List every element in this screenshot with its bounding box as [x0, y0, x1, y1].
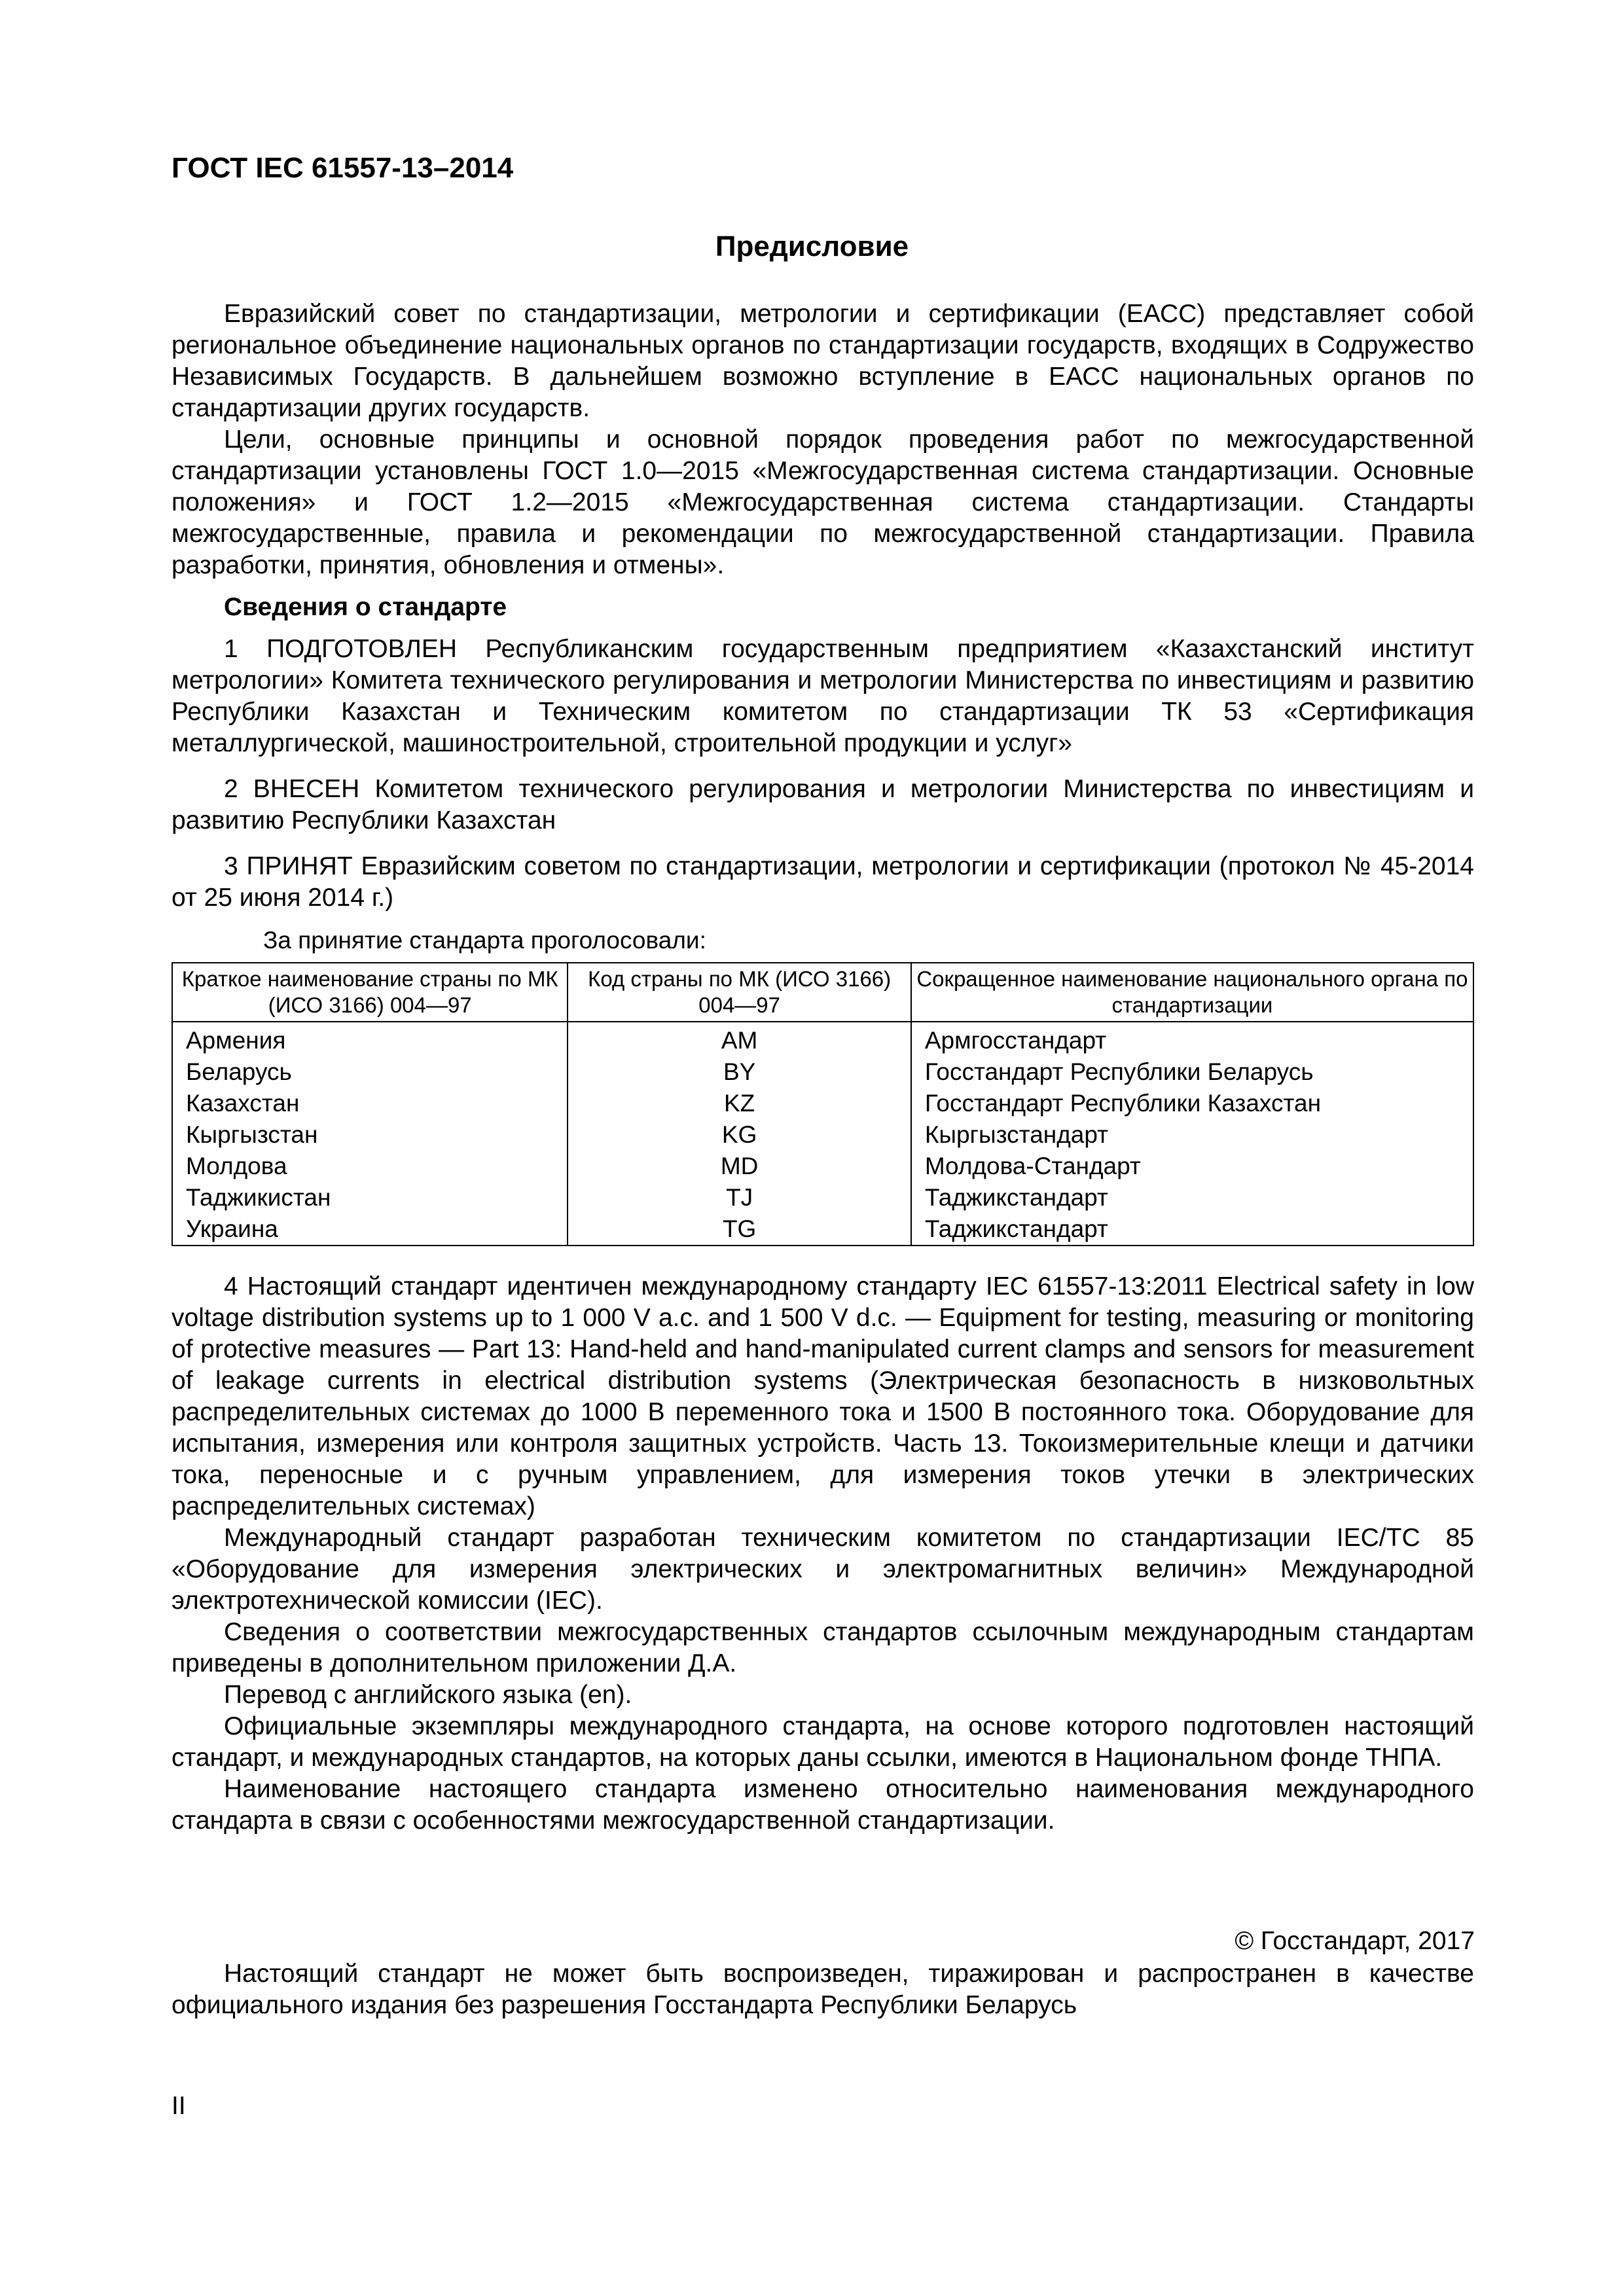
country-cell: Армения	[172, 1022, 568, 1056]
body-cell: Госстандарт Республики Казахстан	[911, 1088, 1473, 1119]
country-cell: Украина	[172, 1213, 568, 1246]
column-header-body: Сокращенное наименование национального органа по стандартизации	[911, 963, 1473, 1022]
body-cell: Таджикстандарт	[911, 1213, 1473, 1246]
country-cell: Кыргызстан	[172, 1119, 568, 1151]
country-cell: Таджикистан	[172, 1182, 568, 1213]
standard-info-heading: Сведения о стандарте	[224, 593, 507, 621]
standard-info-item-1: 1 ПОДГОТОВЛЕН Республиканским государственным предприятием «Казахстанский институт метрологии» Комитета технического регулирования и метрологии Министерства по инвестициям и развитию Республики Казахстан и Техническим комитетом по стандартизации ТК 53 «Сертификация металлургической, машиностроительной, строительной продукции и услуг»	[171, 635, 1474, 757]
paragraph: 4 Настоящий стандарт идентичен международному стандарту IEC 61557-13:2011 Electrical safety in low voltage distribution systems up to 1 000 V a.c. and 1 500 V d.c. — Equipment for testing, measuring or monitoring of protective measures — Part 13: Hand-held and hand-manipulated current clamps and sensors for measurement of leakage currents in electrical distribution systems (Электрическая безопасность в низковольтных распределительных системах до 1000 В переменного тока и 1500 В постоянного тока. Оборудование для испытания, измерения или контроля защитных устройств. Часть 13. Токоизмерительные клещи и датчики тока, переносные и с ручным управлением, для измерения токов утечки в электрических распределительных системах)	[171, 1272, 1474, 1520]
table-header-row	[172, 963, 1473, 1022]
country-cell: Беларусь	[172, 1056, 568, 1088]
intro-paragraph: Евразийский совет по стандартизации, метрологии и сертификации (ЕАСС) представляет собой региональное объединение национальных органов по стандартизации государств, входящих в Содружество Независимых Государств. В дальнейшем возможно вступление в ЕАСС национальных органов по стандартизации других государств.	[171, 300, 1474, 422]
column-header-code: Код страны по МК (ИСО 3166) 004—97	[568, 963, 911, 1022]
intro-section	[171, 298, 1474, 581]
table-row	[172, 1022, 1473, 1056]
standard-info-item-3: 3 ПРИНЯТ Евразийским советом по стандартизации, метрологии и сертификации (протокол № 45-2014 от 25 июня 2014 г.)	[171, 852, 1474, 912]
document-code: ГОСТ IEC 61557-13–2014	[171, 152, 514, 184]
page-title: Предисловие	[715, 230, 909, 262]
table-row	[172, 1213, 1473, 1246]
body-cell: Армгосстандарт	[911, 1022, 1473, 1056]
paragraph: Официальные экземпляры международного стандарта, на основе которого подготовлен настоящий стандарт, и международных стандартов, на которых даны ссылки, имеются в Национальном фонде ТНПА.	[171, 1712, 1474, 1772]
paragraph: Наименование настоящего стандарта изменено относительно наименования международного стандарта в связи с особенностями межгосударственной стандартизации.	[171, 1775, 1474, 1835]
page-number: II	[171, 2092, 186, 2120]
reproduction-notice: Настоящий стандарт не может быть воспроизведен, тиражирован и распространен в качестве официального издания без разрешения Госстандарта Республики Беларусь	[171, 1960, 1474, 2019]
table-row	[172, 1119, 1473, 1151]
table-row	[172, 1056, 1473, 1088]
body-cell: Таджикстандарт	[911, 1182, 1473, 1213]
country-cell: Молдова	[172, 1151, 568, 1182]
code-cell: MD	[568, 1151, 911, 1182]
item-4-section	[171, 1271, 1474, 1837]
copyright-line: © Госстандарт, 2017	[1235, 1927, 1475, 1955]
voting-caption: За принятие стандарта проголосовали:	[263, 927, 706, 954]
code-cell: BY	[568, 1056, 911, 1088]
intro-paragraph: Цели, основные принципы и основной порядок проведения работ по межгосударственной стандартизации установлены ГОСТ 1.0—2015 «Межгосударственная система стандартизации. Основные положения» и ГОСТ 1.2—2015 «Межгосударственная система стандартизации. Стандарты межгосударственные, правила и рекомендации по межгосударственной стандартизации. Правила разработки, принятия, обновления и отмены».	[171, 425, 1474, 579]
column-header-country: Краткое наименование страны по МК (ИСО 3166) 004—97	[172, 963, 568, 1022]
country-cell: Казахстан	[172, 1088, 568, 1119]
voting-table	[171, 962, 1474, 1246]
code-cell: TG	[568, 1213, 911, 1246]
paragraph: Международный стандарт разработан техническим комитетом по стандартизации IEC/TC 85 «Оборудование для измерения электрических и электромагнитных величин» Международной электротехнической комиссии (IEC).	[171, 1524, 1474, 1615]
body-cell: Кыргызстандарт	[911, 1119, 1473, 1151]
code-cell: TJ	[568, 1182, 911, 1213]
paragraph: Сведения о соответствии межгосударственных стандартов ссылочным международным стандартам приведены в дополнительном приложении Д.А.	[171, 1618, 1474, 1677]
table-row	[172, 1151, 1473, 1182]
table-row	[172, 1088, 1473, 1119]
body-cell: Молдова-Стандарт	[911, 1151, 1473, 1182]
table-row	[172, 1182, 1473, 1213]
code-cell: KG	[568, 1119, 911, 1151]
standard-info-item-2: 2 ВНЕСЕН Комитетом технического регулирования и метрологии Министерства по инвестициям и развитию Республики Казахстан	[171, 775, 1474, 834]
paragraph: Перевод с английского языка (en).	[224, 1681, 632, 1709]
body-cell: Госстандарт Республики Беларусь	[911, 1056, 1473, 1088]
code-cell: KZ	[568, 1088, 911, 1119]
code-cell: AM	[568, 1022, 911, 1056]
